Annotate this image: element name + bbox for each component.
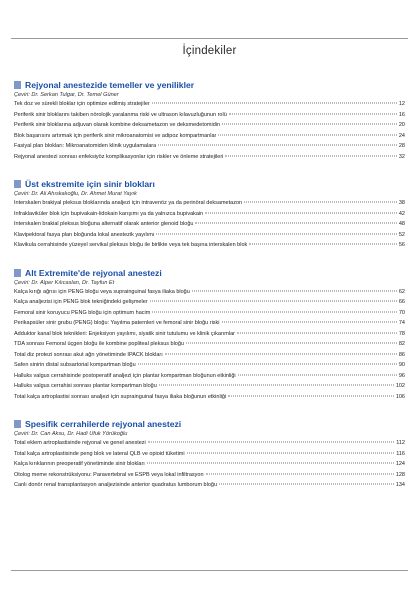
entry-page-number: 16: [398, 111, 405, 118]
entry-title: Rejyonal anestezi sonrası enfeksiyöz komplikasyonlar için riskler ve önleme stratejileri: [14, 153, 224, 160]
entry-page-number: 56: [398, 242, 405, 248]
entry-page-number: 78: [398, 330, 405, 337]
entry-page-number: 48: [398, 221, 405, 227]
entry-page-number: 90: [398, 362, 405, 368]
section-header: [14, 79, 405, 91]
toc-section: [14, 178, 405, 253]
dot-leader: [192, 290, 397, 291]
entry-page-number: 96: [398, 372, 405, 379]
toc-entry[interactable]: [14, 101, 405, 112]
dot-leader: [187, 452, 395, 453]
toc-entry[interactable]: [14, 221, 405, 232]
dot-leader: [206, 473, 394, 474]
toc-entry[interactable]: [14, 331, 405, 342]
entry-title: Kalça analjezisi için PENG blok tekniğindeki gelişmeler: [14, 299, 148, 305]
entry-title: Total kalça artroplastisinde peng blok ve lateral QLB ve opioid tüketimi: [14, 450, 185, 457]
toc-entry[interactable]: [14, 394, 405, 405]
entry-title: Periferik sinir bloklarını takiben nörolojik yaralanma riski ve ultrason kılavuzluğunun rolü: [14, 111, 227, 118]
entry-title: Halluks valgus cerrahisinde postoperatif analjezi için plantar kompartman bloğunun etkinliği: [14, 372, 236, 379]
dot-leader: [186, 343, 397, 344]
page-title: İçindekiler: [182, 45, 237, 57]
entry-title: Adduktor kanal blok teknikleri: Enjeksiyon yayılımı, siyatik sinir tutulumu ve klinik çıkarımlar: [14, 330, 235, 337]
entry-title: Kalça kırığı ağrısı için PENG bloğu veya suprainguinal fasya iliaka bloğu: [14, 288, 190, 295]
entry-title: Fasiyal plan blokları: Mikroanatomiden klinik uygulamalara: [14, 143, 157, 149]
section-title: Üst ekstremite için sinir blokları: [25, 179, 155, 189]
entry-page-number: 24: [398, 132, 405, 139]
entry-page-number: 134: [395, 482, 405, 488]
dot-leader: [222, 322, 397, 323]
toc-entry[interactable]: [14, 112, 405, 123]
entry-page-number: 32: [398, 153, 405, 160]
entry-page-number: 106: [395, 393, 405, 400]
section-header: [14, 178, 405, 190]
dot-leader: [195, 223, 396, 224]
entry-title: Femoral sinir koruyucu PENG bloğu için optimum hacim: [14, 309, 151, 316]
entry-page-number: 42: [398, 210, 405, 217]
dot-leader: [156, 233, 397, 234]
dot-leader: [228, 395, 394, 396]
entry-title: Safen sinirin distal subsartorial kompartman bloğu: [14, 362, 136, 368]
toc-entry[interactable]: [14, 289, 405, 300]
entry-page-number: 38: [398, 200, 405, 206]
dot-leader: [152, 311, 397, 312]
toc-entry[interactable]: [14, 472, 405, 483]
dot-leader: [249, 244, 397, 245]
section-translators: Çeviri: Dr. Serkan Tulgar, Dr. Temel Güner: [14, 92, 119, 98]
dot-leader: [218, 134, 397, 135]
entry-page-number: 116: [396, 450, 405, 457]
entry-page-number: 62: [398, 288, 405, 295]
entry-title: Total eklem artroplastisinde rejyonal ve genel anestezi: [14, 440, 146, 446]
toc-entry[interactable]: [14, 320, 405, 331]
entry-page-number: 28: [398, 143, 405, 149]
entry-page-number: 82: [398, 341, 405, 347]
dot-leader: [219, 484, 394, 485]
table-of-contents: [14, 79, 405, 507]
toc-entry[interactable]: [14, 232, 405, 243]
entry-title: Total diz protezi sonrası akut ağrı yönetiminde IPACK blokları: [14, 351, 163, 358]
toc-entry[interactable]: [14, 383, 405, 394]
dot-leader: [148, 442, 394, 443]
entry-title: Kalça kırıklarının preoperatif yönetiminde sinir blokları: [14, 461, 145, 467]
toc-entry[interactable]: [14, 352, 405, 363]
toc-entry[interactable]: [14, 154, 405, 165]
dot-leader: [225, 155, 396, 156]
bottom-divider: [11, 570, 408, 571]
section-header: [14, 267, 405, 279]
toc-entry[interactable]: [14, 299, 405, 310]
dot-leader: [150, 301, 397, 302]
entry-page-number: 70: [398, 309, 405, 316]
top-divider: [11, 38, 408, 39]
dot-leader: [244, 202, 397, 203]
entry-page-number: 112: [396, 440, 405, 446]
dot-leader: [152, 103, 397, 104]
dot-leader: [138, 364, 397, 365]
section-marker-icon: [14, 180, 21, 188]
toc-section: [14, 267, 405, 405]
toc-section: [14, 418, 405, 493]
entry-title: Total kalça artroplastisi sonrası analjezi için suprainguinal fasya iliaka bloğunun etkinliği: [14, 393, 227, 400]
dot-leader: [229, 113, 397, 114]
entry-title: TDA sonrası Femoral üçgen bloğu ile kombine popliteal pleksus bloğu: [14, 341, 184, 347]
section-title: Spesifik cerrahilerde rejyonal anestezi: [25, 419, 182, 429]
entry-title: Klavikula cerrahisinde yüzeyel servikal pleksus bloğu ile birlikte veya tek başına interskalen blok: [14, 242, 248, 248]
toc-entry[interactable]: [14, 122, 405, 133]
toc-entry[interactable]: [14, 341, 405, 352]
entry-page-number: 124: [395, 461, 405, 467]
entry-page-number: 74: [398, 320, 405, 326]
entry-page-number: 86: [398, 351, 405, 358]
entry-title: Halluks valgus cerrahisi sonrası plantar kompartman bloğu: [14, 383, 157, 389]
dot-leader: [237, 332, 397, 333]
toc-entry[interactable]: [14, 482, 405, 493]
toc-entry[interactable]: [14, 310, 405, 321]
entry-title: Klavipektoral fasya plan bloğunda lokal anestezik yayılımı: [14, 231, 155, 238]
toc-entry[interactable]: [14, 143, 405, 154]
toc-entry[interactable]: [14, 451, 405, 462]
entry-title: İnterskalen brakial pleksus bloğuna alternatif olarak anterior glenoid bloğu: [14, 221, 194, 227]
section-header: [14, 418, 405, 430]
section-marker-icon: [14, 420, 21, 428]
dot-leader: [158, 145, 397, 146]
entry-title: Tek doz ve sürekli bloklar için optimize edilmiş stratejiler: [14, 101, 150, 107]
dot-leader: [147, 463, 394, 464]
entry-page-number: 128: [395, 471, 405, 478]
entry-title: Canlı donör renal transplantasyon analjezisinde anterior quadratus lumborum bloğu: [14, 482, 218, 488]
toc-entry[interactable]: [14, 211, 405, 222]
entry-title: İnterskalen brakiyal pleksus bloklarında analjezi için intravenöz ya da perinöral deksametazon: [14, 200, 243, 206]
entry-page-number: 12: [398, 101, 405, 107]
section-translators: Çeviri: Dr. Ali Ahıskalıoğlu, Dr. Ahmet Murat Yayık: [14, 191, 137, 197]
section-marker-icon: [14, 81, 21, 89]
dot-leader: [165, 353, 397, 354]
entry-title: İnfraklaviküler blok için bupivakain-lidokain karışımı ya da yalnızca bupivakain: [14, 210, 204, 217]
toc-entry[interactable]: [14, 440, 405, 451]
toc-entry[interactable]: [14, 373, 405, 384]
toc-entry[interactable]: [14, 362, 405, 373]
toc-entry[interactable]: [14, 200, 405, 211]
section-translators: Çeviri: Dr. Alper Kılıcaslan, Dr. Tayfun Et: [14, 279, 115, 286]
toc-section: [14, 79, 405, 164]
entry-title: Blok başarısını artırmak için periferik sinir mikroanatomisi ve adipoz kompartmanlar: [14, 132, 217, 139]
dot-leader: [222, 124, 397, 125]
dot-leader: [238, 374, 397, 375]
entry-page-number: 52: [398, 231, 405, 238]
entry-page-number: 66: [398, 299, 405, 305]
entry-title: Otolog meme rekonstrüksiyonu: Paravertebral ve ESPB veya lokal infiltrasyon: [14, 471, 204, 478]
entry-page-number: 102: [395, 383, 405, 389]
section-marker-icon: [14, 269, 21, 277]
section-title: Alt Extremite'de rejyonal anestezi: [25, 267, 162, 278]
toc-entry[interactable]: [14, 133, 405, 144]
entry-title: Periferik sinir bloklarına adjuvan olarak kombine deksametazon ve deksmedetomidin: [14, 122, 221, 128]
section-title: Rejyonal anestezide temeller ve yenilikler: [25, 80, 195, 90]
section-translators: Çeviri: Dr. Can Aksu, Dr. Hadi Ufuk Yörükoğlu: [14, 431, 128, 437]
dot-leader: [159, 385, 394, 386]
toc-entry[interactable]: [14, 461, 405, 472]
entry-page-number: 20: [398, 122, 405, 128]
entry-title: Perikapsüler sinir grubu (PENG) bloğu: Yayılma paternleri ve femoral sinir bloğu riski: [14, 320, 220, 326]
dot-leader: [205, 212, 397, 213]
toc-entry[interactable]: [14, 242, 405, 253]
